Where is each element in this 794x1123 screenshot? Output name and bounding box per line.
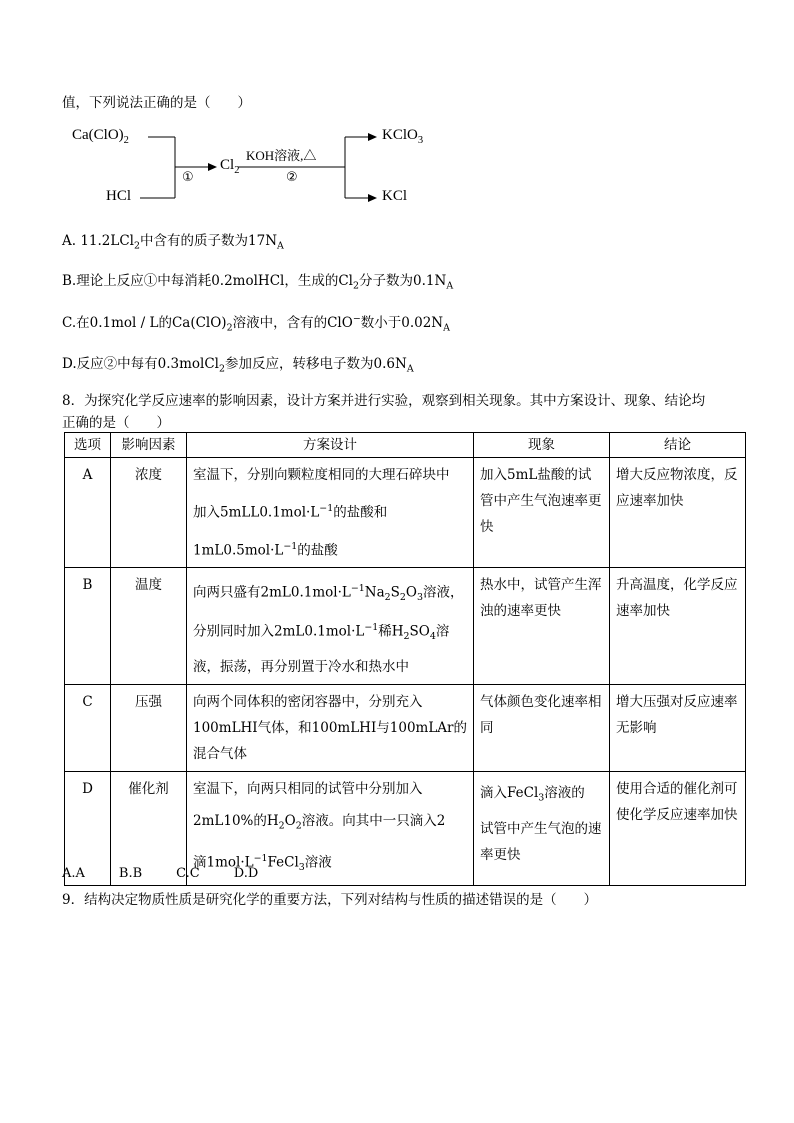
design-cell: 室温下，分别向颗粒度相同的大理石碎块中 加入$5mLL0.1mol\cdot L^{-1}$的盐酸和 $1mL0.5mol\cdot L^{-1}$的盐酸 [187, 458, 474, 568]
phenomenon-cell: 气体颜色变化速率相同 [474, 685, 610, 772]
conclusion-cell: 增大反应物浓度，反应速率加快 [610, 458, 746, 568]
table-row [65, 685, 746, 772]
reactant-ca-clo2: $Ca(ClO)_2$ [72, 127, 129, 146]
q7-stem-tail: 值，下列说法正确的是（ ） [62, 95, 251, 111]
condition-label: KOH溶液,△ [246, 148, 317, 163]
table-row [65, 568, 746, 685]
factor-cell: 催化剂 [111, 772, 187, 886]
step-2-label: ② [286, 170, 298, 185]
option-cell: D [65, 772, 111, 886]
header-design: 方案设计 [187, 433, 474, 458]
reactant-hcl: HCl [106, 188, 132, 204]
table-row [65, 458, 746, 568]
header-factor: 影响因素 [111, 433, 187, 458]
step-1-label: ① [182, 170, 194, 185]
header-conclusion: 结论 [610, 433, 746, 458]
q8-table [64, 432, 746, 886]
q8-option-b: B.B [118, 866, 143, 881]
conclusion-cell: 升高温度，化学反应速率加快 [610, 568, 746, 685]
factor-cell: 压强 [111, 685, 187, 772]
q7-option-a: A. 11.2LCl$_2$中含有的质子数为$17N_A$ [62, 233, 284, 252]
table-header-row [65, 433, 746, 458]
product-kcl: KCl [382, 188, 408, 204]
option-cell: C [65, 685, 111, 772]
q8-stem-line2: 正确的是（ ） [62, 415, 170, 431]
conclusion-cell: 增大压强对反应速率无影响 [610, 685, 746, 772]
phenomenon-cell: 加入5mL盐酸的试管中产生气泡速率更快 [474, 458, 610, 568]
design-cell: 室温下，向两只相同的试管中分别加入 2mL10%的$H_2O_2$溶液。向其中一只滴入2 滴$1mol\cdot L^{-1}FeCl_3$溶液 [187, 772, 474, 886]
conclusion-cell: 使用合适的催化剂可使化学反应速率加快 [610, 772, 746, 886]
product-kclo3: KClO$_3$ [382, 127, 424, 146]
option-cell: A [65, 458, 111, 568]
q7-option-c: C.在0.1mol / L的$Ca(ClO)_2$溶液中，含有的ClO−数小于$0.02N_A$ [62, 313, 450, 334]
q8-stem-line1: 8．为探究化学反应速率的影响因素，设计方案并进行实验，观察到相关现象。其中方案设计、现象、结论均 [62, 393, 706, 409]
q8-option-d: D.D [233, 866, 259, 881]
design-cell: 向两只盛有$2mL0.1mol\cdot L^{-1}Na_2S_2O_3$溶液， 分别同时加入$2mL0.1mol\cdot L^{-1}$稀$H_2SO_4$溶 液，振荡，再分别置于冷水和热水中 [187, 568, 474, 685]
q7-option-d: D.反应②中每有0.3molCl$_2$参加反应，转移电子数为$0.6N_A$ [62, 356, 414, 375]
q8-answer-options [62, 866, 292, 881]
q7-option-b: B.理论上反应①中每消耗0.2molHCl，生成的$Cl_2$分子数为$0.1N_A$ [62, 273, 454, 292]
reaction-diagram [70, 125, 450, 215]
factor-cell: 温度 [111, 568, 187, 685]
header-option: 选项 [65, 433, 111, 458]
q8-option-a: A.A [62, 866, 85, 881]
factor-cell: 浓度 [111, 458, 187, 568]
q9-stem: 9．结构决定物质性质是研究化学的重要方法，下列对结构与性质的描述错误的是（ ） [62, 892, 598, 908]
header-phenomenon: 现象 [474, 433, 610, 458]
phenomenon-cell: 热水中，试管产生浑浊的速率更快 [474, 568, 610, 685]
design-cell: 向两个同体积的密闭容器中，分别充入100mLHI气体，和100mLHI与100mLAr的混合气体 [187, 685, 474, 772]
option-cell: B [65, 568, 111, 685]
product-cl2: $Cl_2$ [220, 157, 240, 176]
phenomenon-cell: 滴入FeCl$_3$溶液的 试管中产生气泡的速率更快 [474, 772, 610, 886]
q8-option-c: C.C [176, 866, 200, 881]
